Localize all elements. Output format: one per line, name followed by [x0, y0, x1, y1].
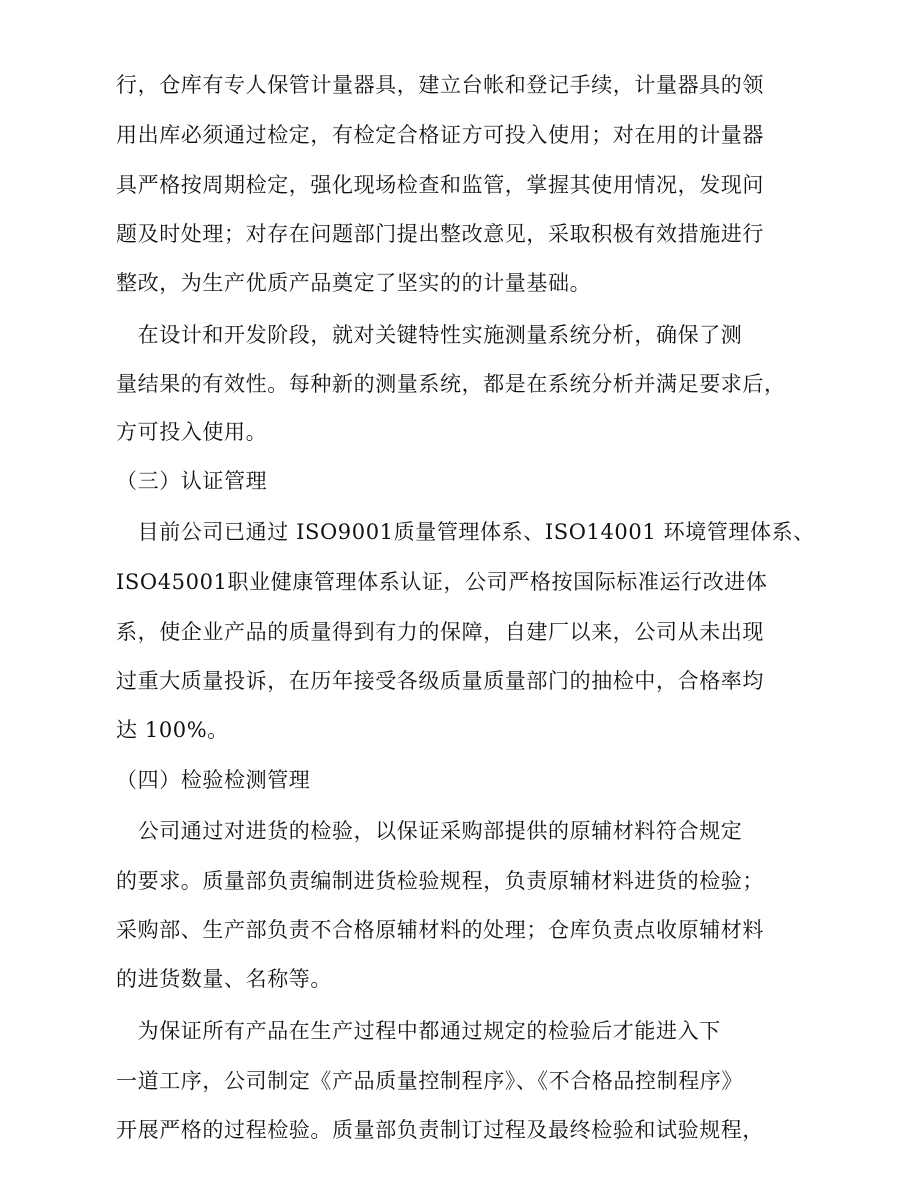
text-line: 系，使企业产品的质量得到有力的保障，自建厂以来，公司从未出现	[116, 620, 764, 644]
text-line: 公司通过对进货的检验，以保证采购部提供的原辅材料符合规定	[116, 819, 743, 843]
text-line: 整改，为生产优质产品奠定了坚实的的计量基础。	[116, 271, 592, 295]
text-line: 开展严格的过程检验。质量部负责制订过程及最终检验和试验规程，	[116, 1118, 764, 1142]
text-line: 在设计和开发阶段，就对关键特性实施测量系统分析，确保了测	[116, 323, 743, 347]
section-heading: （四）检验检测管理	[116, 768, 311, 792]
text-line: 一道工序，公司制定《产品质量控制程序》、《不合格品控制程序》	[116, 1069, 743, 1093]
text-line: 用出库必须通过检定，有检定合格证方可投入使用；对在用的计量器	[116, 123, 764, 147]
text-line: 采购部、生产部负责不合格原辅材料的处理；仓库负责点收原辅材料	[116, 918, 764, 942]
text-line: 方可投入使用。	[116, 420, 268, 444]
text-line: 达 100%。	[116, 718, 229, 742]
text-line: 为保证所有产品在生产过程中都通过规定的检验后才能进入下	[116, 1019, 721, 1043]
text-line: 具严格按周期检定，强化现场检查和监管，掌握其使用情况，发现问	[116, 173, 764, 197]
text-line: 过重大质量投诉，在历年接受各级质量质量部门的抽检中，合格率均	[116, 669, 764, 693]
text-line: ISO45001职业健康管理体系认证，公司严格按国际标准运行改进体	[116, 570, 768, 594]
text-line: 题及时处理；对存在问题部门提出整改意见，采取积极有效措施进行	[116, 222, 764, 246]
text-line: 的进货数量、名称等。	[116, 967, 332, 991]
text-line: 目前公司已通过 ISO9001质量管理体系、ISO14001 环境管理体系、	[116, 520, 815, 544]
text-line: 量结果的有效性。每种新的测量系统，都是在系统分析并满足要求后，	[116, 372, 786, 396]
section-heading: （三）认证管理	[116, 469, 268, 493]
text-line: 的要求。质量部负责编制进货检验规程，负责原辅材料进货的检验；	[116, 869, 764, 893]
text-line: 行，仓库有专人保管计量器具，建立台帐和登记手续，计量器具的领	[116, 73, 764, 97]
